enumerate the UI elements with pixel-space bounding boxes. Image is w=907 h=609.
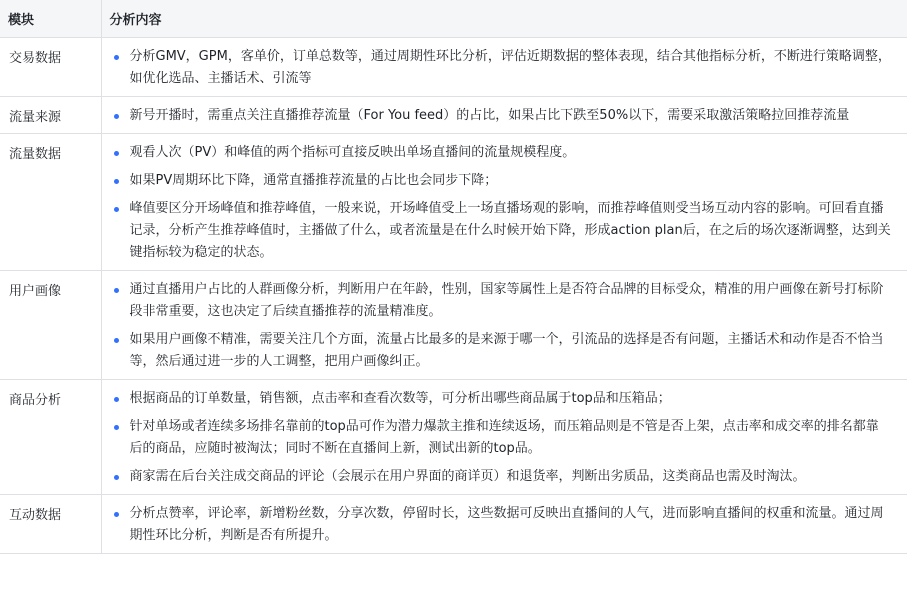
table-row [0,271,907,380]
content-cell [101,271,907,380]
module-cell: 流量数据 [0,134,101,271]
list-item: 通过直播用户占比的人群画像分析，判断用户在年龄，性别，国家等属性上是否符合品牌的目标受众，精准的用户画像在新号打标阶段非常重要，这也决定了后续直播推荐的流量精准度。 [110,279,892,323]
list-item: 新号开播时，需重点关注直播推荐流量（For You feed）的占比，如果占比下跌至50%以下，需要采取激活策略拉回推荐流量 [110,105,892,127]
bullet-list [110,388,892,488]
module-cell: 交易数据 [0,38,101,97]
bullet-list [110,142,892,264]
header-module: 模块 [0,0,101,38]
content-cell [101,134,907,271]
list-item: 商家需在后台关注成交商品的评论（会展示在用户界面的商详页）和退货率，判断出劣质品，这类商品也需及时淘汰。 [110,466,892,488]
list-item: 如果PV周期环比下降，通常直播推荐流量的占比也会同步下降； [110,170,892,192]
list-item: 根据商品的订单数量，销售额，点击率和查看次数等，可分析出哪些商品属于top品和压箱品； [110,388,892,410]
list-item: 分析GMV，GPM，客单价，订单总数等，通过周期性环比分析，评估近期数据的整体表现，结合其他指标分析，不断进行策略调整，如优化选品、主播话术、引流等 [110,46,892,90]
list-item: 观看人次（PV）和峰值的两个指标可直接反映出单场直播间的流量规模程度。 [110,142,892,164]
content-cell [101,38,907,97]
module-cell: 流量来源 [0,97,101,134]
content-cell [101,495,907,554]
table-row [0,134,907,271]
list-item: 如果用户画像不精准，需要关注几个方面，流量占比最多的是来源于哪一个，引流品的选择是否有问题，主播话术和动作是否不恰当等，然后通过进一步的人工调整，把用户画像纠正。 [110,329,892,373]
table-row [0,38,907,97]
table-row [0,97,907,134]
module-cell: 用户画像 [0,271,101,380]
header-content: 分析内容 [101,0,907,38]
bullet-list [110,105,892,127]
list-item: 峰值要区分开场峰值和推荐峰值，一般来说，开场峰值受上一场直播场观的影响，而推荐峰值则受当场互动内容的影响。可回看直播记录，分析产生推荐峰值时，主播做了什么，或者流量是在什么时候开始下降，形成action plan后，在之后的场次逐渐调整，达到关键指标较为稳定的状态。 [110,198,892,264]
table-row [0,495,907,554]
table-row [0,380,907,495]
content-cell [101,97,907,134]
module-cell: 商品分析 [0,380,101,495]
bullet-list [110,46,892,90]
list-item: 分析点赞率，评论率，新增粉丝数，分享次数，停留时长，这些数据可反映出直播间的人气，进而影响直播间的权重和流量。通过周期性环比分析，判断是否有所提升。 [110,503,892,547]
bullet-list [110,503,892,547]
module-cell: 互动数据 [0,495,101,554]
list-item: 针对单场或者连续多场排名靠前的top品可作为潜力爆款主推和连续返场，而压箱品则是不管是否上架，点击率和成交率的排名都靠后的商品，应随时被淘汰；同时不断在直播间上新，测试出新的top品。 [110,416,892,460]
bullet-list [110,279,892,373]
content-cell [101,380,907,495]
table-header-row [0,0,907,38]
